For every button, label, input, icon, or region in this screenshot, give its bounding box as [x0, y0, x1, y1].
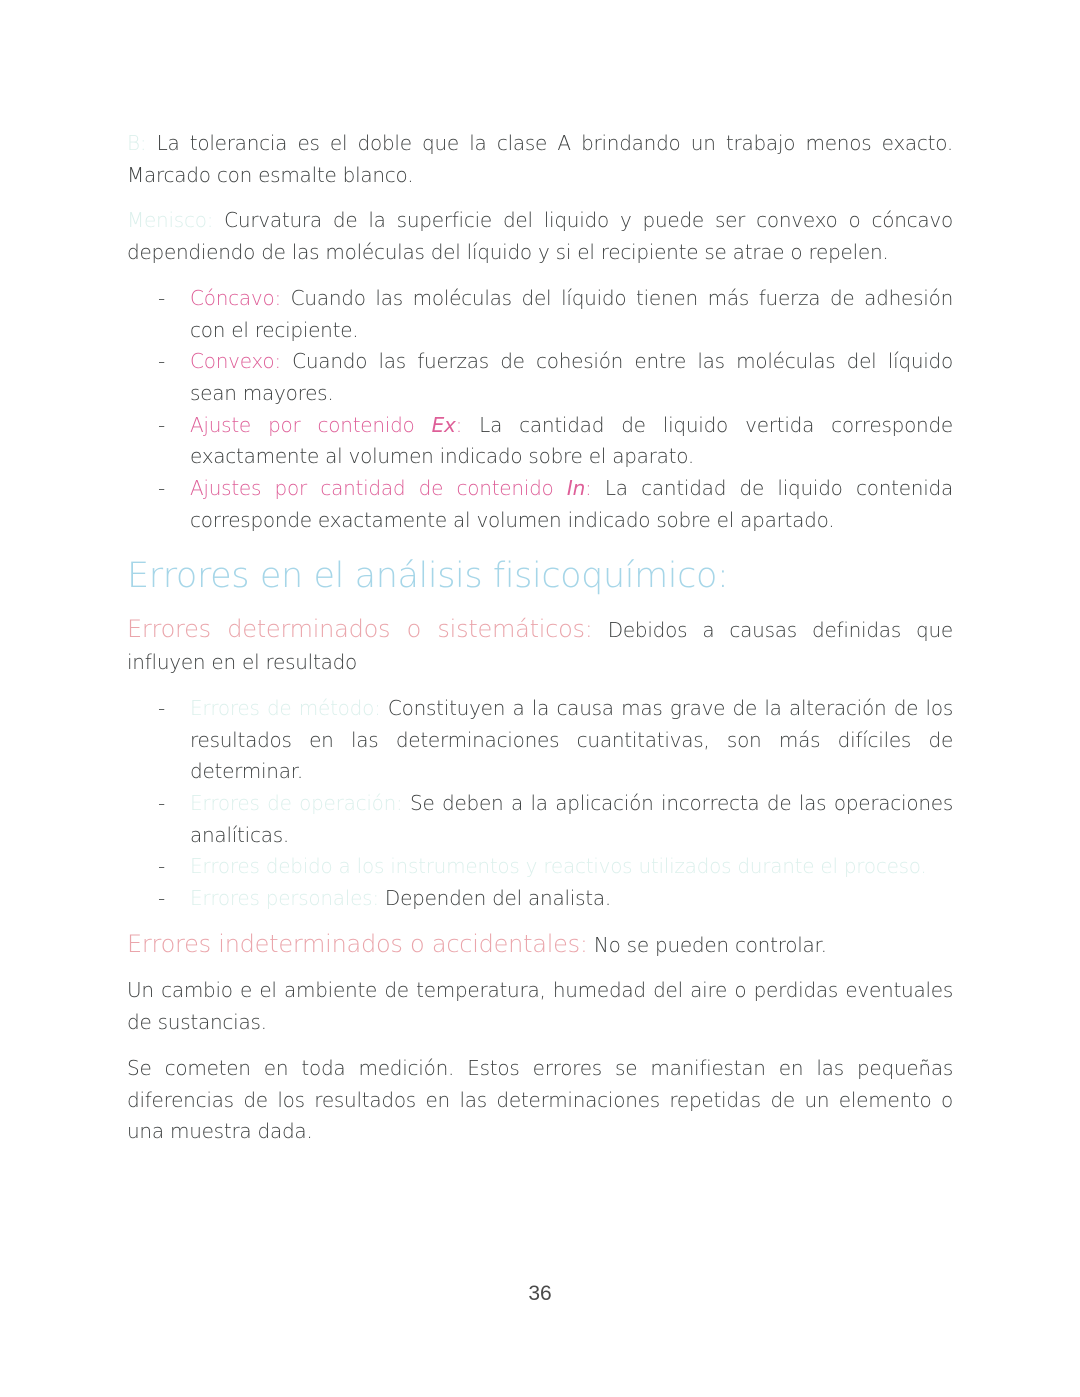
menisco-label: Menisco: [127, 208, 214, 233]
determined-errors-text: Debidos a causas definidas que influyen en el resultado [127, 618, 953, 675]
dash-bullet: - [158, 886, 165, 911]
dash-bullet: - [158, 854, 165, 879]
convexo-label: Convexo: [190, 349, 281, 374]
errores-metodo-label: Errores de método: [190, 695, 381, 720]
list-item-errores-metodo [127, 693, 953, 788]
list-item-concavo [127, 283, 953, 346]
menisco-paragraph [127, 205, 953, 268]
errores-metodo-text: Constituyen a la causa mas grave de la alteración de los resultados en las determinaciones cuantitativas, son más difíciles de determinar. [190, 695, 953, 784]
determined-errors-paragraph [127, 614, 953, 678]
errores-personales-text: Dependen del analista. [378, 886, 611, 911]
ajuste-in-label [190, 476, 592, 500]
dash-bullet: - [158, 476, 165, 501]
concavo-text: Cuando las moléculas del líquido tienen más fuerza de adhesión con el recipiente. [190, 285, 953, 342]
dash-bullet: - [158, 285, 165, 310]
ajuste-in-label-colon: : [585, 476, 592, 501]
class-b-label: B: [127, 131, 147, 155]
dash-bullet: - [158, 412, 165, 437]
convexo-text: Cuando las fuerzas de cohesión entre las moléculas del líquido sean mayores. [190, 349, 953, 405]
ajuste-ex-label-em: Ex [431, 412, 456, 437]
determined-errors-list [127, 693, 953, 915]
ajuste-in-label-em: In [566, 476, 585, 501]
errores-operacion-label: Errores de operación: [190, 790, 403, 815]
errores-instrumentos-label: Errores debido a los instrumentos y reactivos utilizados durante el proceso. [190, 854, 927, 879]
determined-errors-label: Errores determinados o sistemáticos: [127, 615, 593, 644]
list-item-errores-personales [127, 883, 953, 915]
list-item-ajuste-ex [127, 410, 953, 473]
errores-operacion-text: Se deben a la aplicación incorrecta de las operaciones analíticas. [190, 790, 953, 847]
ajuste-ex-text: La cantidad de liquido vertida corresponde exactamente al volumen indicado sobre el aparato. [190, 412, 953, 469]
page-number: 36 [528, 1282, 552, 1305]
concavo-label: Cóncavo: [190, 285, 281, 310]
ajuste-in-text: La cantidad de liquido contenida corresponde exactamente al volumen indicado sobre el apartado. [190, 476, 953, 532]
ajuste-ex-label [190, 413, 462, 437]
list-item-errores-instrumentos [127, 851, 953, 883]
list-item-convexo [127, 346, 953, 409]
list-item-errores-operacion [127, 788, 953, 851]
dash-bullet: - [158, 695, 165, 720]
undetermined-errors-label: Errores indeterminados o accidentales: [127, 929, 588, 958]
document-page [127, 128, 953, 1162]
section-title-errores: Errores en el análisis fisicoquímico: [127, 556, 729, 597]
ajuste-ex-label-text: Ajuste por contenido [190, 412, 432, 437]
menisco-list [127, 283, 953, 537]
errores-personales-label: Errores personales: [190, 886, 379, 911]
environment-paragraph: Un cambio e el ambiente de temperatura, humedad del aire o perdidas eventuales de sustancias. [127, 978, 953, 1035]
dash-bullet: - [158, 349, 165, 374]
menisco-text: Curvatura de la superficie del liquido y puede ser convexo o cóncavo dependiendo de las moléculas del líquido y si el recipiente se atrae o repelen. [127, 208, 953, 265]
ajuste-ex-label-colon: : [455, 412, 463, 437]
dash-bullet: - [158, 790, 165, 815]
class-b-text: La tolerancia es el doble que la clase A brindando un trabajo menos exacto. Marcado con esmalte blanco. [127, 131, 953, 187]
undetermined-errors-paragraph [127, 929, 953, 962]
list-item-ajuste-in [127, 473, 953, 536]
ajuste-in-label-text: Ajustes por cantidad de contenido [190, 476, 567, 501]
measurement-paragraph: Se cometen en toda medición. Estos errores se manifiestan en las pequeñas diferencias de los resultados en las determinaciones repetidas de un elemento o una muestra dada. [127, 1055, 953, 1144]
undetermined-errors-text: No se pueden controlar. [587, 932, 827, 957]
class-b-paragraph [127, 128, 953, 191]
